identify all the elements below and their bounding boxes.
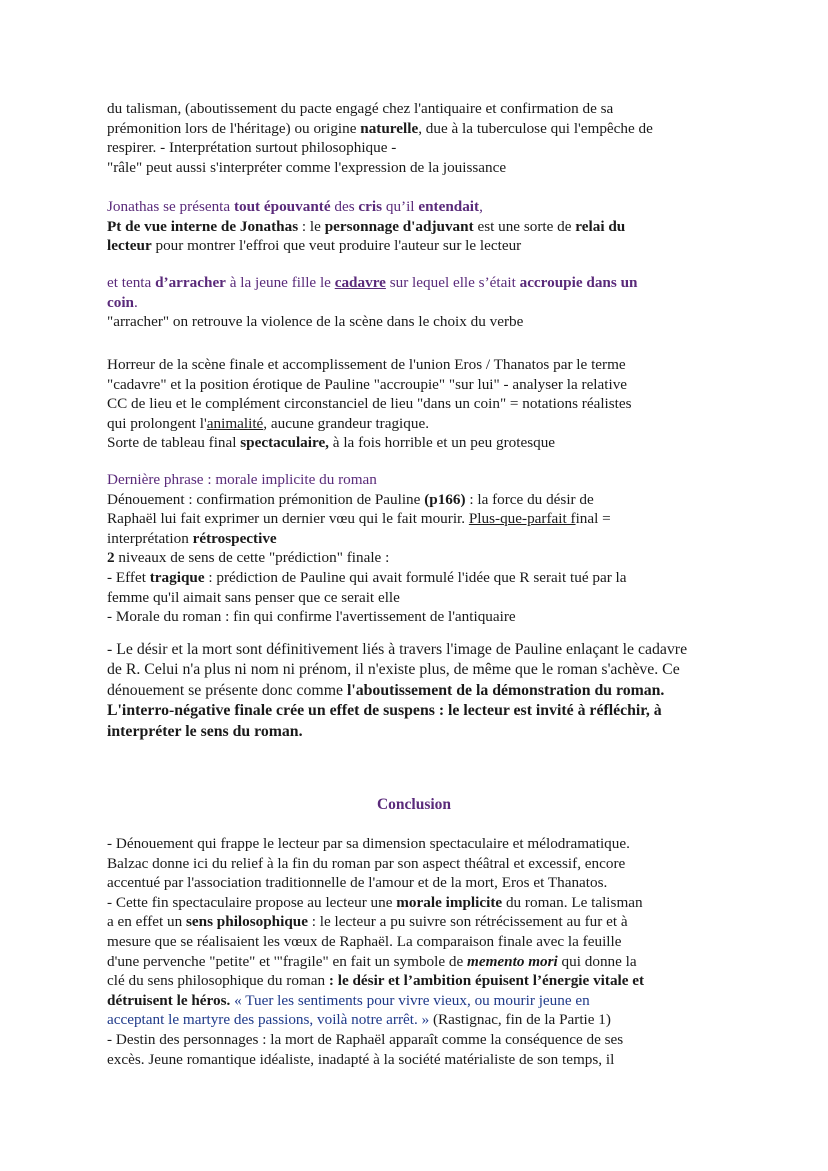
bold-term: lecteur <box>107 237 152 255</box>
text-span: est une sorte de <box>473 217 576 235</box>
text-line: excès. Jeune romantique idéaliste, inadapté à la société matérialiste de son temps, il <box>107 1050 615 1068</box>
text-line: Balzac donne ici du relief à la fin du roman par son aspect théâtral et excessif, encore <box>107 854 626 872</box>
paragraph-jonathas <box>107 197 717 256</box>
bold-term: entendait <box>418 198 480 215</box>
bold-term: tragique <box>149 568 205 586</box>
bold-term: relai du <box>575 217 626 235</box>
text-span: - Effet <box>107 568 150 586</box>
quote-line <box>107 293 717 313</box>
text-span: qu’il <box>382 198 419 215</box>
bold-term: sens philosophique <box>186 913 308 931</box>
text-line: respirer. - Interprétation surtout philosophique - <box>107 139 397 157</box>
text-span: Raphaël lui fait exprimer un dernier vœu qui le fait mourir. <box>107 510 469 528</box>
text-line <box>107 971 717 991</box>
text-span: : prédiction de Pauline qui avait formulé l'idée que R serait tué par la <box>204 568 627 586</box>
underlined-term: Plus-que-parfait f <box>468 510 576 528</box>
text-line: mesure que se réalisaient les vœux de Raphaël. La comparaison finale avec la feuille <box>107 932 622 950</box>
text-span: , aucune grandeur tragique. <box>263 414 430 432</box>
text-line: "cadavre" et la position érotique de Pauline "accroupie" "sur lui" - analyser la relative <box>107 375 628 393</box>
text-span: à la fois horrible et un peu grotesque <box>328 434 556 452</box>
text-span: d'une pervenche "petite" et '"fragile" en fait un symbole de <box>107 952 468 970</box>
text-span: : le lecteur a pu suivre son rétrécissement au fur et à <box>307 913 628 931</box>
bold-term: personnage d'adjuvant <box>324 217 474 235</box>
bold-term: coin <box>107 293 135 311</box>
text-span: qui donne la <box>557 952 637 970</box>
quote-line <box>107 197 717 217</box>
bold-term: Pt de vue interne de Jonathas <box>107 217 299 235</box>
text-line: femme qu'il aimait sans penser que ce serait elle <box>107 588 400 606</box>
bold-term: accroupie dans un <box>519 274 638 291</box>
text-line <box>107 991 717 1011</box>
text-line: - Morale du roman : fin qui confirme l'avertissement de l'antiquaire <box>107 608 516 626</box>
text-line <box>107 893 717 913</box>
text-span: - Cette fin spectaculaire propose au lecteur une <box>107 893 397 911</box>
text-line <box>107 529 717 549</box>
quote-span: « Tuer les sentiments pour vivre vieux, ou mourir jeune en <box>230 991 590 1009</box>
text-line <box>107 433 717 453</box>
text-span: (Rastignac, fin de la Partie 1) <box>429 1011 611 1029</box>
text-line: - Destin des personnages : la mort de Raphaël apparaît comme la conséquence de ses <box>107 1030 624 1048</box>
text-line: Horreur de la scène finale et accomplissement de l'union Eros / Thanatos par le terme <box>107 356 626 373</box>
paragraph-horreur <box>107 355 717 453</box>
text-span: prémonition lors de l'héritage) ou origine <box>107 119 361 137</box>
text-span: qui prolongent l' <box>107 414 207 432</box>
text-line: du talisman, (aboutissement du pacte engagé chez l'antiquaire et confirmation de sa <box>107 100 614 117</box>
bold-term: rétrospective <box>192 529 277 547</box>
bold-term: cris <box>358 198 383 215</box>
text-line: "arracher" on retrouve la violence de la scène dans le choix du verbe <box>107 313 524 331</box>
text-line <box>107 1010 717 1030</box>
bold-term: 2 <box>107 549 115 567</box>
text-line: - Le désir et la mort sont définitivement liés à travers l'image de Pauline enlaçant le cadavre <box>107 641 688 658</box>
text-span: : le <box>298 217 325 235</box>
text-span: a en effet un <box>107 913 186 931</box>
underlined-term: animalité <box>206 414 264 432</box>
text-span: du roman. Le talisman <box>502 893 643 911</box>
text-span: des <box>330 198 359 215</box>
text-span: . <box>134 293 138 311</box>
quote-span: acceptant le martyre des passions, voilà notre arrêt. » <box>107 1011 430 1029</box>
text-span: Sorte de tableau final <box>107 434 241 452</box>
paragraph-desir-mort <box>107 640 727 742</box>
text-line <box>107 952 717 972</box>
bold-term: morale implicite <box>396 893 503 911</box>
bold-term: spectaculaire, <box>240 434 329 452</box>
text-line <box>107 490 717 510</box>
conclusion-title: Conclusion <box>376 796 452 813</box>
text-line <box>107 912 717 932</box>
text-span: inal = <box>575 510 611 528</box>
bold-term: l'aboutissement de la démonstration du roman. <box>346 681 665 699</box>
text-line <box>107 119 717 139</box>
text-line <box>107 568 717 588</box>
text-line <box>107 217 717 237</box>
text-span: sur lequel elle s’était <box>385 274 520 291</box>
bold-italic-term: memento mori <box>467 952 558 970</box>
text-line <box>107 414 717 434</box>
text-line: "râle" peut aussi s'interpréter comme l'expression de la jouissance <box>107 158 507 176</box>
text-line <box>107 548 717 568</box>
text-line: CC de lieu et le complément circonstanciel de lieu "dans un coin" = notations réalistes <box>107 395 632 413</box>
quote-line <box>107 273 717 293</box>
text-span: niveaux de sens de cette "prédiction" finale : <box>114 549 390 567</box>
text-span: , due à la tuberculose qui l'empêche de <box>418 119 653 137</box>
text-line <box>107 509 717 529</box>
text-span: clé du sens philosophique du roman <box>107 972 329 990</box>
text-line: de R. Celui n'a plus ni nom ni prénom, il n'existe plus, de même que le roman s'achève. Ce <box>107 661 680 679</box>
section-heading: Dernière phrase : morale implicite du roman <box>107 471 377 488</box>
text-span: Dénouement : confirmation prémonition de Pauline <box>107 490 425 508</box>
bold-term: tout épouvanté <box>233 198 331 215</box>
text-span: à la jeune fille le <box>225 274 335 291</box>
bold-line: L'interro-négative finale crée un effet de suspens : le lecteur est invité à réfléchir, à <box>107 702 662 720</box>
text-span: interprétation <box>107 529 193 547</box>
bold-term: détruisent le héros. <box>107 991 231 1009</box>
bold-term: naturelle <box>360 119 419 137</box>
text-line <box>107 236 717 256</box>
text-span: dénouement se présente donc comme <box>107 681 347 699</box>
text-span: pour montrer l'effroi que veut produire l'auteur sur le lecteur <box>151 237 522 255</box>
bold-term: d’arracher <box>155 274 226 291</box>
text-line: - Dénouement qui frappe le lecteur par sa dimension spectaculaire et mélodramatique. <box>107 835 630 852</box>
text-span: : la force du désir de <box>465 490 594 508</box>
text-span: et tenta <box>107 274 156 291</box>
text-span: , <box>479 198 483 215</box>
paragraph-derniere-phrase <box>107 470 717 627</box>
bold-line: interpréter le sens du roman. <box>107 722 303 740</box>
paragraph-talisman <box>107 99 717 177</box>
bold-term: : le désir et l’ambition épuisent l’énergie vitale et <box>328 972 645 990</box>
text-line: accentué par l'association traditionnelle de l'amour et de la mort, Eros et Thanatos. <box>107 874 608 892</box>
paragraph-conclusion <box>107 834 717 1069</box>
text-line <box>107 681 727 701</box>
text-span: Jonathas se présenta <box>107 198 234 215</box>
paragraph-arracher <box>107 273 717 332</box>
underlined-term: cadavre <box>334 274 386 291</box>
bold-term: (p166) <box>424 490 466 508</box>
